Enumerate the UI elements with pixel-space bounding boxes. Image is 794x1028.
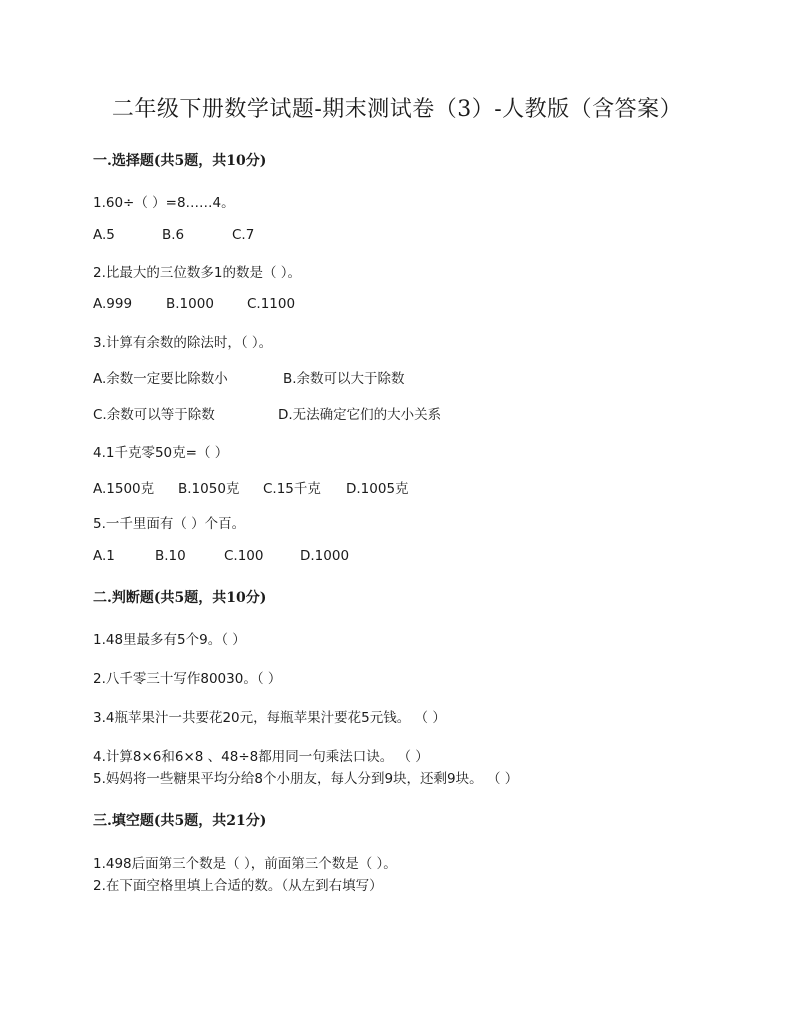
option-c: C.100 xyxy=(224,548,264,564)
option-d: D.1000 xyxy=(300,548,350,564)
option-c: C.7 xyxy=(232,227,255,243)
judge-question-1: 1.48里最多有5个9。（ ） xyxy=(93,632,246,648)
option-c: C.余数可以等于除数 xyxy=(93,407,215,423)
option-a: A.999 xyxy=(93,296,133,312)
section-heading-choice: 一.选择题(共5题，共10分) xyxy=(93,153,267,169)
option-b: B.1000 xyxy=(166,296,214,312)
option-d: D.无法确定它们的大小关系 xyxy=(278,407,442,423)
option-c: C.1100 xyxy=(247,296,296,312)
option-b: B.10 xyxy=(155,548,186,564)
judge-question-4: 4.计算8×6和6×8 、48÷8都用同一句乘法口诀。 （ ） xyxy=(93,749,429,765)
choice-question-1: 1.60÷（ ）=8……4。 xyxy=(93,195,235,211)
fill-question-1: 1.498后面第三个数是（ ），前面第三个数是（ ）。 xyxy=(93,856,397,872)
choice-question-4: 4.1千克零50克=（ ） xyxy=(93,445,229,461)
option-a: A.1500克 xyxy=(93,481,155,497)
judge-question-3: 3.4瓶苹果汁一共要花20元，每瓶苹果汁要花5元钱。 （ ） xyxy=(93,710,446,726)
option-a: A.1 xyxy=(93,548,115,564)
choice-question-3: 3.计算有余数的除法时，（ ）。 xyxy=(93,335,273,351)
judge-question-5: 5.妈妈将一些糖果平均分给8个小朋友，每人分到9块，还剩9块。 （ ） xyxy=(93,771,519,787)
option-b: B.6 xyxy=(162,227,185,243)
option-b: B.1050克 xyxy=(178,481,240,497)
section-heading-judge: 二.判断题(共5题，共10分) xyxy=(93,590,267,606)
choice-question-2: 2.比最大的三位数多1的数是（ ）。 xyxy=(93,265,302,281)
option-a: A.5 xyxy=(93,227,115,243)
page-title: 二年级下册数学试题-期末测试卷（3）-人教版（含答案） xyxy=(111,97,683,122)
judge-question-2: 2.八千零三十写作80030。（ ） xyxy=(93,671,282,687)
fill-question-2: 2.在下面空格里填上合适的数。（从左到右填写） xyxy=(93,878,383,894)
option-c: C.15千克 xyxy=(263,481,321,497)
choice-question-5: 5.一千里面有（ ）个百。 xyxy=(93,516,246,532)
option-d: D.1005克 xyxy=(346,481,409,497)
section-heading-fill: 三.填空题(共5题，共21分) xyxy=(93,813,267,829)
option-b: B.余数可以大于除数 xyxy=(283,371,405,387)
option-a: A.余数一定要比除数小 xyxy=(93,371,228,387)
